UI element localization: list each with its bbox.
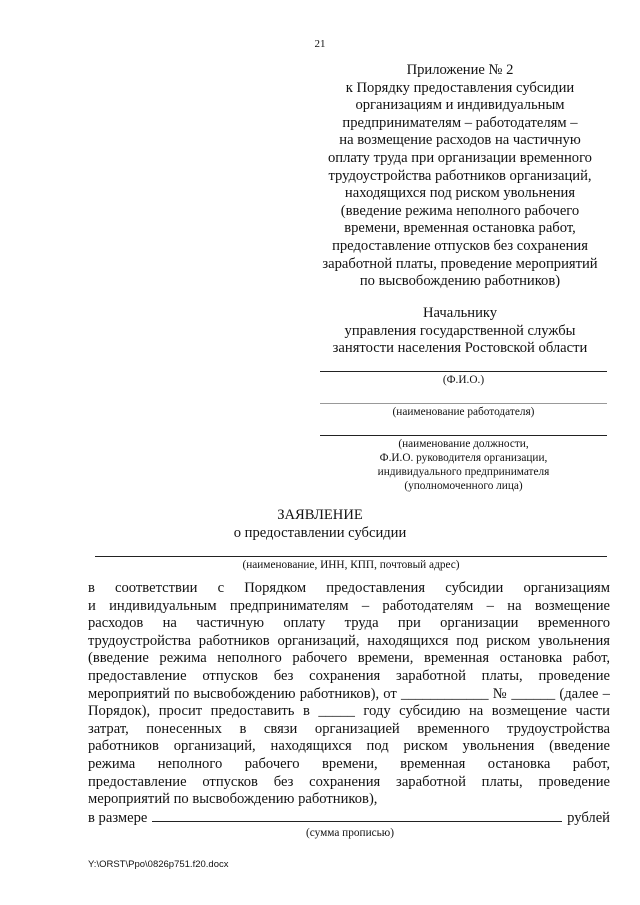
addressee-block [300, 305, 620, 358]
body-line: расходов на частичную оплату труда при организации временного [88, 615, 610, 632]
body-line: мероприятий по высвобождению работников), от ____________ № ______ (далее – [88, 685, 610, 702]
body-line: в соответствии с Порядком предоставления субсидии организациям [88, 580, 610, 596]
addressee-line: управления государственной службы [344, 322, 576, 339]
statement-body [88, 580, 610, 809]
title-main: ЗАЯВЛЕНИЕ [277, 507, 363, 523]
amount-field-line[interactable] [152, 808, 562, 822]
position-caption-line: (наименование должности, [398, 438, 529, 450]
fio-caption: (Ф.И.О.) [442, 374, 485, 386]
sum-words-caption: (сумма прописью) [306, 827, 394, 839]
org-details-field-line[interactable] [95, 556, 607, 557]
position-field-line[interactable] [320, 435, 607, 436]
appendix-line: времени, временная остановка работ, [344, 220, 576, 237]
position-caption-line: Ф.И.О. руководителя организации, [379, 452, 548, 464]
appendix-line: предоставление отпусков без сохранения [332, 237, 588, 254]
addressee-line: Начальнику [422, 305, 498, 321]
appendix-header [300, 62, 620, 291]
addressee-line: занятости населения Ростовской области [332, 340, 588, 357]
amount-suffix: рублей [567, 810, 610, 826]
title-sub: о предоставлении субсидии [233, 524, 407, 541]
position-caption-line: индивидуального предпринимателя [377, 466, 550, 478]
page-number: 21 [314, 38, 326, 50]
appendix-line: организациям и индивидуальным [355, 97, 565, 114]
appendix-line: на возмещение расходов на частичную [339, 132, 581, 149]
appendix-line: (введение режима неполного рабочего [340, 202, 580, 219]
body-line: режима неполного рабочего времени, временная остановка работ, [88, 755, 610, 772]
body-line: затрат, понесенных в связи организацией временного трудоустройства [88, 720, 610, 737]
body-line: предоставление отпусков без сохранения заработной платы, проведение [88, 773, 610, 790]
body-line: предоставление отпусков без сохранения заработной платы, проведение [88, 667, 610, 684]
appendix-line: к Порядку предоставления субсидии [345, 79, 575, 96]
document-title [0, 507, 640, 542]
org-details-caption: (наименование, ИНН, КПП, почтовый адрес) [242, 559, 460, 571]
appendix-line: Приложение № 2 [406, 62, 514, 78]
file-path-footer: Y:\ORST\Ppo\0826p751.f20.docx [88, 859, 229, 870]
appendix-line: заработной платы, проведение мероприятий [322, 255, 598, 272]
body-line: Порядок), просит предоставить в _____ году субсидию на возмещение части [88, 703, 610, 720]
employer-caption: (наименование работодателя) [392, 406, 535, 418]
body-line: работников организаций, находящихся под риском увольнения (введение [88, 738, 610, 755]
body-line: трудоустройства работников организаций, находящихся под риском увольнения [88, 632, 610, 649]
employer-field-line[interactable] [320, 403, 607, 404]
body-line: мероприятий по высвобождению работников), [88, 791, 378, 808]
position-caption-line: (уполномоченного лица) [404, 480, 523, 492]
appendix-line: по высвобождению работников) [359, 273, 561, 290]
appendix-line: оплату труда при организации временного [328, 149, 592, 166]
appendix-line: находящихся под риском увольнения [344, 185, 576, 202]
amount-prefix: в размере [88, 810, 148, 826]
appendix-line: трудоустройства работников организаций, [328, 167, 592, 184]
fio-field-line[interactable] [320, 371, 607, 372]
body-line: и индивидуальным предпринимателям – работодателям – на возмещение [88, 597, 610, 614]
amount-row [88, 808, 610, 828]
body-line: (введение режима неполного рабочего времени, временная остановка работ, [88, 650, 610, 667]
position-caption [320, 437, 607, 493]
appendix-line: предпринимателям – работодателям – [342, 114, 578, 131]
